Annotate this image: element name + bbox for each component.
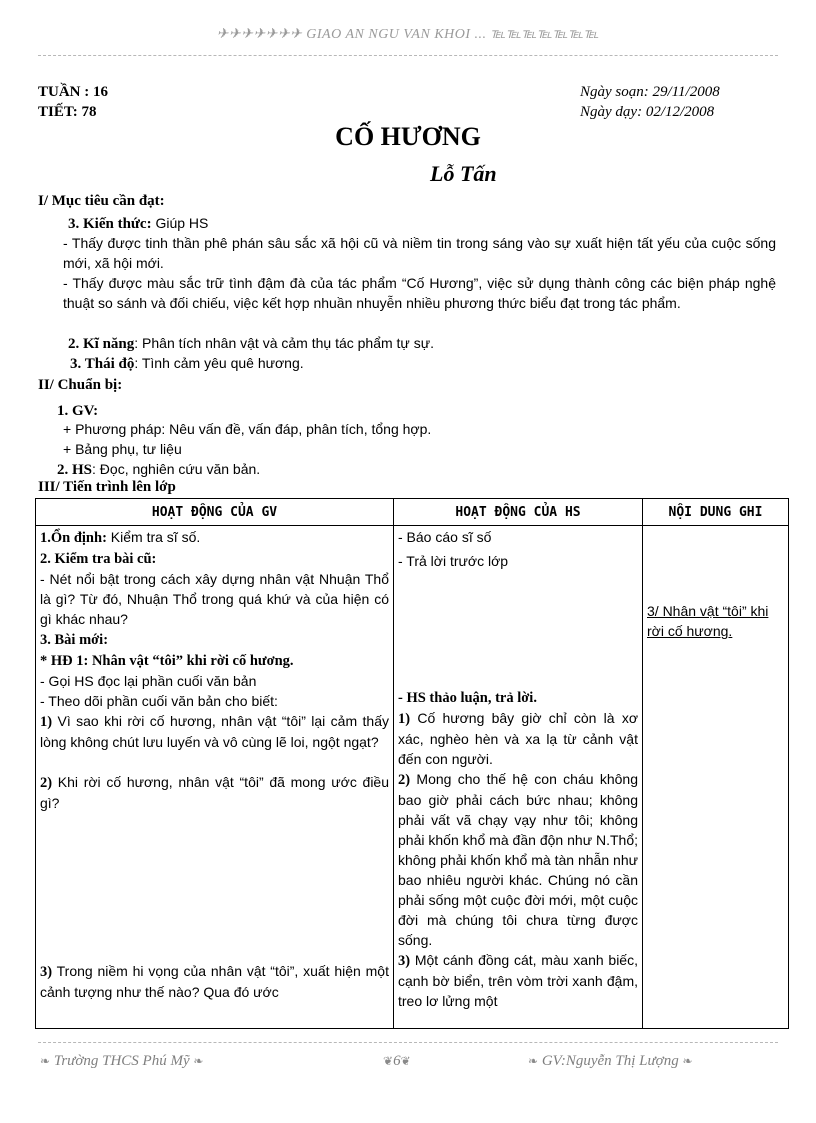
hs-discuss: - HS thảo luận, trả lời. <box>398 690 537 706</box>
knowledge-text: Giúp HS <box>151 215 209 231</box>
period-label: TIẾT: 78 <box>38 104 97 120</box>
table-header-row <box>36 499 789 526</box>
col-header-notes: NỘI DUNG GHI <box>643 499 789 526</box>
hs-answer-3 <box>398 950 638 1011</box>
attitude-line <box>70 353 776 374</box>
q3-text: Trong niềm hi vọng của nhân vật “tôi”, xuất hiện một cảnh tượng như thế nào? Qua đó ước <box>40 963 389 1000</box>
stabilize-text: Kiểm tra sĩ số. <box>106 529 201 545</box>
skills-text: : Phân tích nhân vật và cảm thụ tác phẩm tự sự. <box>134 335 434 351</box>
footer-teacher: GV:Nguyễn Thị Lượng <box>541 1053 679 1069</box>
footer-school-line <box>40 1053 203 1070</box>
hs-activity-cell <box>394 526 643 1029</box>
footer-school: Trường THCS Phú Mỹ <box>53 1053 190 1069</box>
activity-1-heading: * HĐ 1: Nhân vật “tôi” khi rời cố hương. <box>40 653 294 669</box>
hs-prep-label: 2. HS <box>57 462 93 478</box>
q3-number: 3) <box>40 964 53 980</box>
q2-number: 2) <box>40 775 53 791</box>
hs-report: - Báo cáo sĩ số <box>398 529 492 545</box>
teach-date: Ngày dạy: 02/12/2008 <box>580 104 715 120</box>
lesson-title: CỐ HƯƠNG <box>335 122 481 151</box>
week-label: TUẦN : 16 <box>38 84 108 100</box>
footer-ornament-right: ❧ <box>528 1054 539 1068</box>
review-question: - Nét nổi bật trong cách xây dựng nhân vật Nhuận Thổ là gì? Từ đó, Nhuận Thổ trong quá khứ và của hiện có gì khác nhau? <box>40 571 389 627</box>
notes-cell <box>643 526 789 1029</box>
footer-teacher-line <box>528 1053 693 1070</box>
a3-number: 3) <box>398 953 411 969</box>
skills-label: 2. Kĩ năng <box>68 336 135 352</box>
footer-divider <box>38 1042 778 1043</box>
footer-ornament-left-2: ❧ <box>193 1054 204 1068</box>
skills-line <box>68 333 776 354</box>
gv-question-3 <box>40 961 389 1002</box>
hs-answer: - Trả lời trước lớp <box>398 553 509 569</box>
gv-prep-item-2: + Bảng phụ, tư liệu <box>63 441 182 457</box>
knowledge-line <box>68 213 776 234</box>
q2-text: Khi rời cố hương, nhân vật “tôi” đã mong ước điều gì? <box>40 774 389 811</box>
hs-answer-1 <box>398 708 638 769</box>
hs-answer-2 <box>398 769 638 950</box>
hs-prep-text: : Đọc, nghiên cứu văn bản. <box>92 461 261 477</box>
knowledge-label: 3. Kiến thức: <box>68 216 152 232</box>
gv-follow: - Theo dõi phần cuối văn bản cho biết: <box>40 693 278 709</box>
gv-activity-cell <box>36 526 394 1029</box>
col-header-hs: HOẠT ĐỘNG CỦA HS <box>394 499 643 526</box>
hs-prep-line <box>57 459 757 480</box>
note-1: 3/ Nhân vật “tôi” khi rời cố hương. <box>647 603 769 639</box>
page-number: 6 <box>393 1053 401 1069</box>
gv-prep-line <box>57 400 757 421</box>
new-lesson-label: 3. Bài mới: <box>40 632 109 648</box>
objective-bullet-2: - Thấy được màu sắc trữ tình đậm đà của tác phẩm “Cố Hương”, việc sử dụng thành công các biện pháp nghệ thuật so sánh và đối chiếu, việc kết hợp nhuần nhuyễn nhiều phương thức biểu đạt trong tác phẩm. <box>63 275 776 311</box>
prep-date: Ngày soạn: 29/11/2008 <box>580 84 720 100</box>
objective-bullet-1: - Thấy được tinh thần phê phán sâu sắc xã hội cũ và niềm tin trong sáng vào sự xuất hiện tất yếu của cuộc sống mới, xã hội mới. <box>63 235 776 271</box>
gv-question-2 <box>40 772 389 813</box>
a2-number: 2) <box>398 772 411 788</box>
review-label: 2. Kiểm tra bài cũ: <box>40 551 157 567</box>
attitude-text: : Tình cảm yêu quê hương. <box>134 355 304 371</box>
footer-ornament-mid-2: ❦ <box>400 1054 411 1068</box>
a3-text: Một cánh đồng cát, màu xanh biếc, cạnh bờ biển, trên vòm trời xanh đậm, treo lơ lửng một <box>398 952 638 1009</box>
gv-question-1 <box>40 711 389 752</box>
page-header: ✈✈✈✈✈✈✈ GIAO AN NGU VAN KHOI ... ℡℡℡℡℡℡℡ <box>216 27 600 42</box>
attitude-label: 3. Thái độ <box>70 356 135 372</box>
a1-text: Cố hương bây giờ chỉ còn là xơ xác, nghèo hèn và xa lạ từ cảnh vật đến con người. <box>398 710 638 767</box>
gv-prep-item-1: + Phương pháp: Nêu vấn đề, vấn đáp, phân tích, tổng hợp. <box>63 421 432 437</box>
section3-heading: III/ Tiến trình lên lớp <box>38 479 176 495</box>
footer-page-line <box>383 1053 411 1070</box>
footer-ornament-mid: ❦ <box>383 1054 394 1068</box>
col-header-gv: HOẠT ĐỘNG CỦA GV <box>36 499 394 526</box>
lesson-plan-table <box>35 498 789 1029</box>
a1-number: 1) <box>398 711 411 727</box>
gv-prep-label: 1. GV: <box>57 403 99 419</box>
section1-heading: I/ Mục tiêu cần đạt: <box>38 193 165 209</box>
footer-ornament-left: ❧ <box>40 1054 51 1068</box>
q1-number: 1) <box>40 714 53 730</box>
lesson-author: Lỗ Tấn <box>430 161 497 186</box>
header-divider <box>38 55 778 56</box>
table-body-row <box>36 526 789 1029</box>
gv-call-read: - Gọi HS đọc lại phần cuối văn bản <box>40 673 257 689</box>
section2-heading: II/ Chuẩn bị: <box>38 377 123 393</box>
q1-text: Vì sao khi rời cố hương, nhân vật “tôi” lại cảm thấy lòng không chút lưu luyến và vô cùng lẽ loi, ngột ngạt? <box>40 713 389 750</box>
footer-ornament-right-2: ❧ <box>682 1054 693 1068</box>
stabilize-label: 1.Ổn định: <box>40 530 107 546</box>
a2-text: Mong cho thế hệ con cháu không bao giờ phải cách bức nhau; không phải vất vã chạy vạy như tôi; không phải khốn khổ mà đần độn như N.Thổ; không phải khốn khổ mà tàn nhẫn như bao nhiêu người khác. Chúng nó cần phải sống một cuộc đời mới, một cuộc đời mà chúng tôi chưa từng được sống. <box>398 771 638 948</box>
